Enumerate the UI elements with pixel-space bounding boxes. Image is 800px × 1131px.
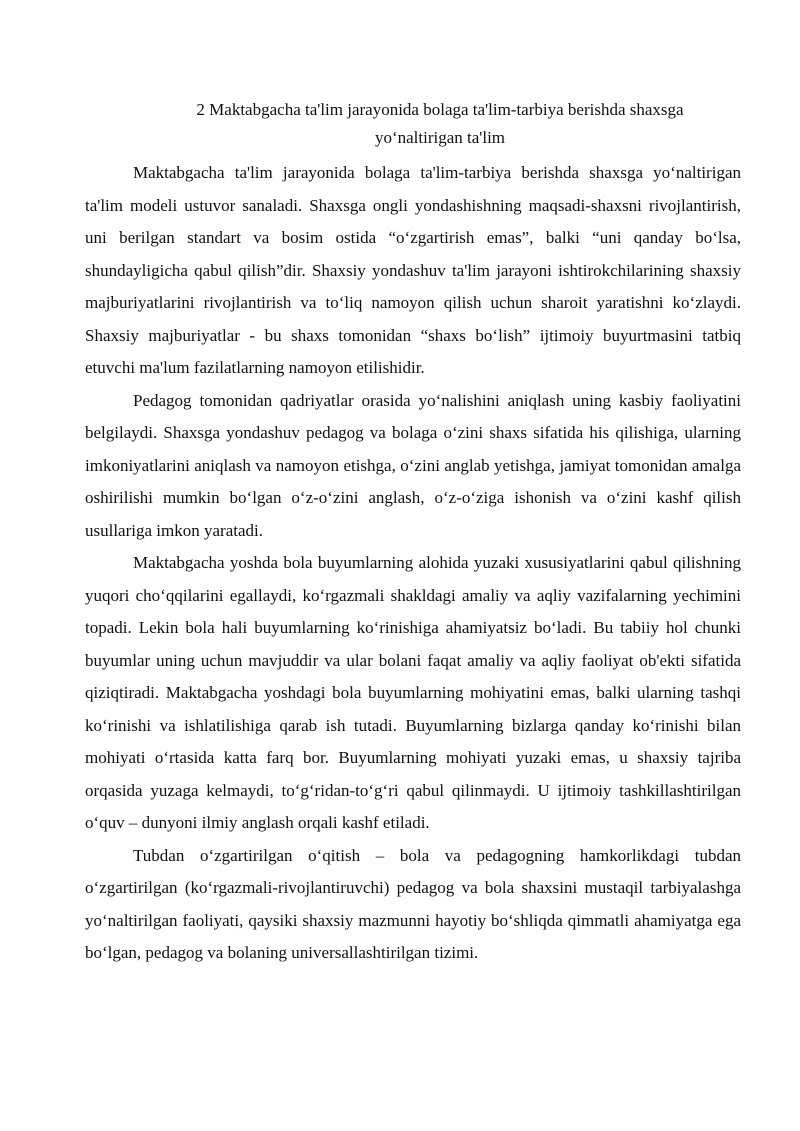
paragraph-1: Maktabgacha ta'lim jarayonida bolaga ta'lim-tarbiya berishda shaxsga yo‘naltirigan ta'lim modeli ustuvor sanaladi. Shaxsga ongli yondashishning maqsadi-shaxsni rivojlantirish, uni berilgan standart va bosim ostida “o‘zgartirish emas”, balki “uni qanday bo‘lsa, shundayligicha qabul qilish”dir. Shaxsiy yondashuv ta'lim jarayoni ishtirokchilarining shaxsiy majburiyatlarini rivojlantirish va to‘liq namoyon qilish uchun sharoit yaratishni ko‘zlaydi. Shaxsiy majburiyatlar - bu shaxs tomonidan “shaxs bo‘lish” ijtimoiy buyurtmasini tatbiq etuvchi ma'lum fazilatlarning namoyon etilishidir. (85, 163, 741, 377)
body-text (85, 157, 741, 970)
paragraph-2: Pedagog tomonidan qadriyatlar orasida yo‘nalishini aniqlash uning kasbiy faoliyatini belgilaydi. Shaxsga yondashuv pedagog va bolaga o‘zini shaxs sifatida his qilishiga, ularning imkoniyatlarini aniqlash va namoyon etishga, o‘zini anglab yetishga, jamiyat tomonidan amalga oshirilishi mumkin bo‘lgan o‘z-o‘zini anglash, o‘z-o‘ziga ishonish va o‘zini kashf qilish usullariga imkon yaratadi. (85, 390, 741, 540)
paragraph-4: Tubdan o‘zgartirilgan o‘qitish – bola va pedagogning hamkorlikdagi tubdan o‘zgartirilgan (ko‘rgazmali-rivojlantiruvchi) pedagog va bola shaxsini mustaqil tarbiyalashga yo‘naltirilgan faoliyati, qaysiki shaxsiy mazmunni hayotiy bo‘shliqda qimmatli ahamiyatga ega bo‘lgan, pedagog va bolaning universallashtirilgan tizimi. (85, 845, 741, 962)
heading-line-1: 2 Maktabgacha ta'lim jarayonida bolaga ta'lim-tarbiya berishda shaxsga (196, 100, 684, 119)
heading-line-2: yo‘naltirigan ta'lim (374, 128, 506, 147)
paragraph-3: Maktabgacha yoshda bola buyumlarning alohida yuzaki xususiyatlarini qabul qilishning yuqori cho‘qqilarini egallaydi, ko‘rgazmali shakldagi amaliy va aqliy vazifalarning yechimini topadi. Lekin bola hali buyumlarning ko‘rinishiga ahamiyatsiz bo‘ladi. Bu tabiiy hol chunki buyumlar uning uchun mavjuddir va ular bolani faqat amaliy va aqliy faoliyat ob'ekti sifatida qiziqtiradi. Maktabgacha yoshdagi bola buyumlarning mohiyatini emas, balki ularning tashqi ko‘rinishi va ishlatilishiga qarab ish tutadi. Buyumlarning bizlarga qanday ko‘rinishi bilan mohiyati o‘rtasida katta farq bor. Buyumlarning mohiyati yuzaki emas, u shaxsiy tajriba orqasida yuzaga kelmaydi, to‘g‘ridan-to‘g‘ri qabul qilinmaydi. U ijtimoiy tashkillashtirilgan o‘quv – dunyoni ilmiy anglash orqali kashf etiladi. (85, 553, 741, 832)
section-heading (110, 96, 770, 152)
